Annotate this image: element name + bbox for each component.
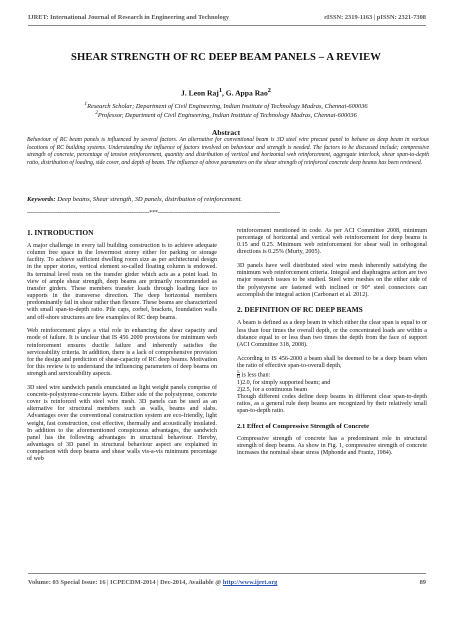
section-separator: --------------------------------------------------------------------***-------------------------------------------------------------------- xyxy=(27,210,280,216)
author-2: G. Appa Rao xyxy=(225,88,268,98)
affiliation-1 xyxy=(0,101,452,110)
definition-heading: 2. DEFINITION OF RC DEEP BEAMS xyxy=(237,305,363,315)
definition-paragraph-2 xyxy=(237,356,427,416)
definition-paragraph-2-text: According to IS 456-2000 a beam shall be deemed to be a deep beam when the ratio of effective span-to-overall depth, xyxy=(237,355,427,369)
right-column xyxy=(237,228,427,464)
list-item: 2)2.5, for a continuous beam xyxy=(237,387,308,393)
list-item: 1)2.0, for simply supported beam; and xyxy=(237,379,331,386)
footer-volume: Volume: 03 Special Issue: 16 | ICPECDM-2014 | Dec-2014, Available @ xyxy=(28,579,223,586)
paper-title: SHEAR STRENGTH OF RC DEEP BEAM PANELS – A REVIEW xyxy=(70,52,381,63)
footer-rule xyxy=(28,573,426,574)
footer-text xyxy=(28,579,277,586)
ratio-numerator: L xyxy=(237,368,240,374)
affiliation-1-text: Research Scholar; Department of Civil Engineering, Indian Institute of Technology Madras, Chennai-600036 xyxy=(87,103,368,111)
compressive-strength-paragraph: Compressive strength of concrete has a predominant role in structural strength of deep beams. As show in Fig. 1, compressive strength of concrete increases the nominal shear stress (Mphonde and Frantz, 1984). xyxy=(237,435,427,456)
ratio-suffix: is less than: xyxy=(240,372,271,379)
right-paragraph-2: 3D panels have well distributed steel wire mesh inherently satisfying the minimum web reinforcement criteria. Integral and diaphragms action are two major research issues to be studied. Steel wire meshes on the either side of the polystyrene are fastened with inclined or 90° steel connectors can accomplish the integral action (Carbonari et al. 2012). xyxy=(237,263,427,298)
affiliation-2-text: Professor, Department of Civil Engineering, Indian Institute of Technology Madras, Chennai-600036 xyxy=(97,112,357,120)
author-1-sup: 1 xyxy=(218,87,222,94)
issn: eISSN: 2319-1163 | pISSN: 2321-7308 xyxy=(324,14,426,21)
author-separator: , xyxy=(221,88,226,98)
intro-paragraph-1: A major challenge in every tall building construction is to achieve adequate column free space in the lowermost storey either for parking or storage facility. To achieve sufficient dwelling room size as per architectural design in the upper stories, vertical element so-called floating column is endowed. Its terminal level rests on the transfer girder which acts as a point load. In view of ample shear strength, deep beams are primarily recommended as transfer girders. These members transfer loads through loading face to supports in the transverse direction. The deep horizontal members predominantly fail in shear rather than flexure. These beams are characterized with small span-to-depth ratio. Pile caps, corbel, brackets, foundation walls and off-shore structures are few examples of RC deep beams. xyxy=(27,243,217,321)
journal-link[interactable]: http://www.ijret.org xyxy=(222,579,278,586)
definition-paragraph-1: A beam is defined as a deep beam in which either the clear span is equal to or less than four times the overall depth, or the concentrated loads are within a distance equal to or less than two times the depth from the face of support (ACI Committee 318, 2008). xyxy=(237,320,427,348)
keywords xyxy=(27,196,427,203)
footer xyxy=(28,579,426,586)
abstract-text: Behaviour of RC beam panels is influenced by several factors. An alternative for conventional beam is 3D steel wire precast panel to behave as deep beam in various locations of RC building systems. Understanding the influence of factors involved on behaviour and strength is needed. The factors to be discussed include; compressive strength of concrete, percentage of tension reinforcement, quantity and distribution of vertical and horizontal web reinforcement, aggregate interlock, shear span-to-depth ratio, distribution of loading, side cover, and depth of beam. The influence of above parameters on the shear strength of reinforced concrete deep beams has been reviewed. xyxy=(27,137,429,166)
affiliation-2 xyxy=(0,110,452,119)
definition-paragraph-3: Though different codes define deep beams in different clear span-to-depth ratios, as a general rule deep beams are recognized by their relatively small span-to-depth ratio. xyxy=(237,394,427,415)
right-paragraph-1: reinforcement mentioned in code. As per ACI Committee 2008, minimum percentage of horizontal and vertical web reinforcement for deep beams is 0.15 and 0.25. Minimum web reinforcement for shear wall in orthogonal directions is 0.25% (Murty, 2005). xyxy=(237,228,427,256)
keywords-label: Keywords: xyxy=(27,196,56,203)
introduction-heading: 1. INTRODUCTION xyxy=(27,228,94,237)
author-1: J. Leon Raj xyxy=(181,88,219,98)
abstract-heading: Abstract xyxy=(211,128,241,137)
header-rule xyxy=(28,25,426,26)
journal-name: IJRET: International Journal of Research in Engineering and Technology xyxy=(28,14,230,21)
authors xyxy=(0,87,452,98)
author-2-sup: 2 xyxy=(267,87,271,94)
affiliation-2-sup: 2 xyxy=(95,110,98,116)
running-header xyxy=(28,14,426,21)
ratio-line xyxy=(237,370,427,380)
affiliation-1-sup: 1 xyxy=(84,101,88,107)
intro-paragraph-3: 3D steel wire sandwich panels enunciated as light weight panels comprise of concrete-polystyrene-concrete layers. Either side of the polystyrene, concrete cover is reinforced with steel wire mesh. 3D panels can be used as an alternative for structural members such as walls, beams and slabs. Advantages over the conventional construction system are eco-friendly, light weight, fast construction, cost effective, thermally and acoustically insulated. In addition to the aforementioned conspicuous advantages, the sandwich panel has the following advantages in structural behaviour. Hereby, advantages of 3D panel in structural behaviour aspect are explained in comparison with deep beams and shear walls vis-a-vis minimum percentage of web xyxy=(27,384,217,463)
subsection-heading: 2.1 Effect of Compressive Strength of Concrete xyxy=(237,422,370,430)
left-column xyxy=(27,228,217,470)
page-number: 89 xyxy=(419,579,426,586)
keywords-text: Deep beams, Shear strength, 3D panels, distribution of reinforcement. xyxy=(55,196,243,203)
ratio-denominator: D xyxy=(237,374,241,380)
intro-paragraph-2: Web reinforcement plays a vital role in enhancing the shear capacity and mode of failure. It is unclear that IS 456 2000 provisions for minimum web reinforcement ensures ductile failure and inherently satisfies the serviceability criteria. In addition, there is a lack of comprehensive provision for the design and prediction of shear-capacity of RC deep beams. Motivation for this review is to understand the influencing parameters of deep beams on strength and serviceability aspects. xyxy=(27,328,217,378)
